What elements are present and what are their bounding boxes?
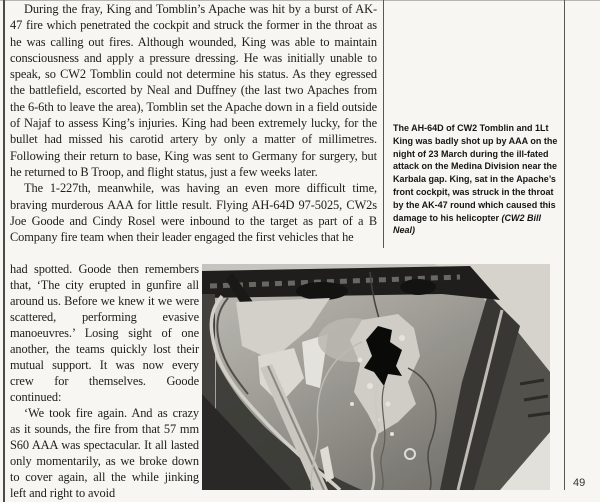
page-left-rule: [3, 0, 5, 502]
caption-text: The AH-64D of CW2 Tomblin and 1Lt King was badly shot up by AAA on the night of 23 March during the ill-fated attack on the Medina Division near the Karbala gap. King, sat in the Apache’s front cockpit, was struck in the throat by the AK-47 round which caused this damage to his helicopter: [393, 123, 558, 223]
column-divider-rule: [383, 0, 384, 248]
paragraph-1: During the fray, King and Tomblin’s Apache was hit by a burst of AK-47 fire which penetrated the cockpit and struck the former in the throat as he was calling out fires. Although wounded, King was able to maintain consciousness and apply a pressure dressing. He was initially unable to speak, so CW2 Tomblin could not determine his status. As they egressed the battlefield, escorted by Neal and Duffney (the last two Apaches from the 6-6th to leave the area), Tomblin set the Apache down in a field outside of Najaf to assess King’s injuries. King had been extremely lucky, for the bullet had missed his carotid artery by only a matter of millimetres. Following their return to base, King was sent to Germany for surgery, but he returned to B Troop, and flight status, just a few weeks later.: [10, 2, 377, 179]
cockpit-damage-photo: [202, 264, 550, 490]
page-number: 49: [573, 477, 586, 489]
caption-credit: (CW2 Bill Neal): [393, 212, 542, 236]
body-text-column: [10, 1, 377, 245]
body-text-narrow-column: [10, 261, 199, 501]
paragraph-2-continued: had spotted. Goode then remembers that, ‘The city erupted in gunfire all around us. Before we knew it we were scattered, performing evasive manoeuvres.’ Losing sight of one another, the teams quickly lost their mutual support. It was now every crew for themselves. Goode continued:: [10, 262, 199, 404]
paragraph-3-quote: ‘We took fire again. And as crazy as it sounds, the fire from that 57 mm S60 AAA was spectacular. It all lasted only momentarily, as we broke down to cover again, all the while jinking left and right to avoid: [10, 406, 199, 500]
page-right-rule: [564, 0, 565, 490]
cockpit-damage-photo-art: [202, 264, 550, 490]
photo-caption: [393, 122, 565, 237]
paragraph-2-wide: The 1-227th, meanwhile, was having an even more difficult time, braving murderous AAA for little result. Flying AH-64D 97-5025, CW2s Joe Goode and Cindy Rosel were inbound to the target as part of a B Company fire team when their leader engaged the first vehicles that he: [10, 181, 377, 245]
